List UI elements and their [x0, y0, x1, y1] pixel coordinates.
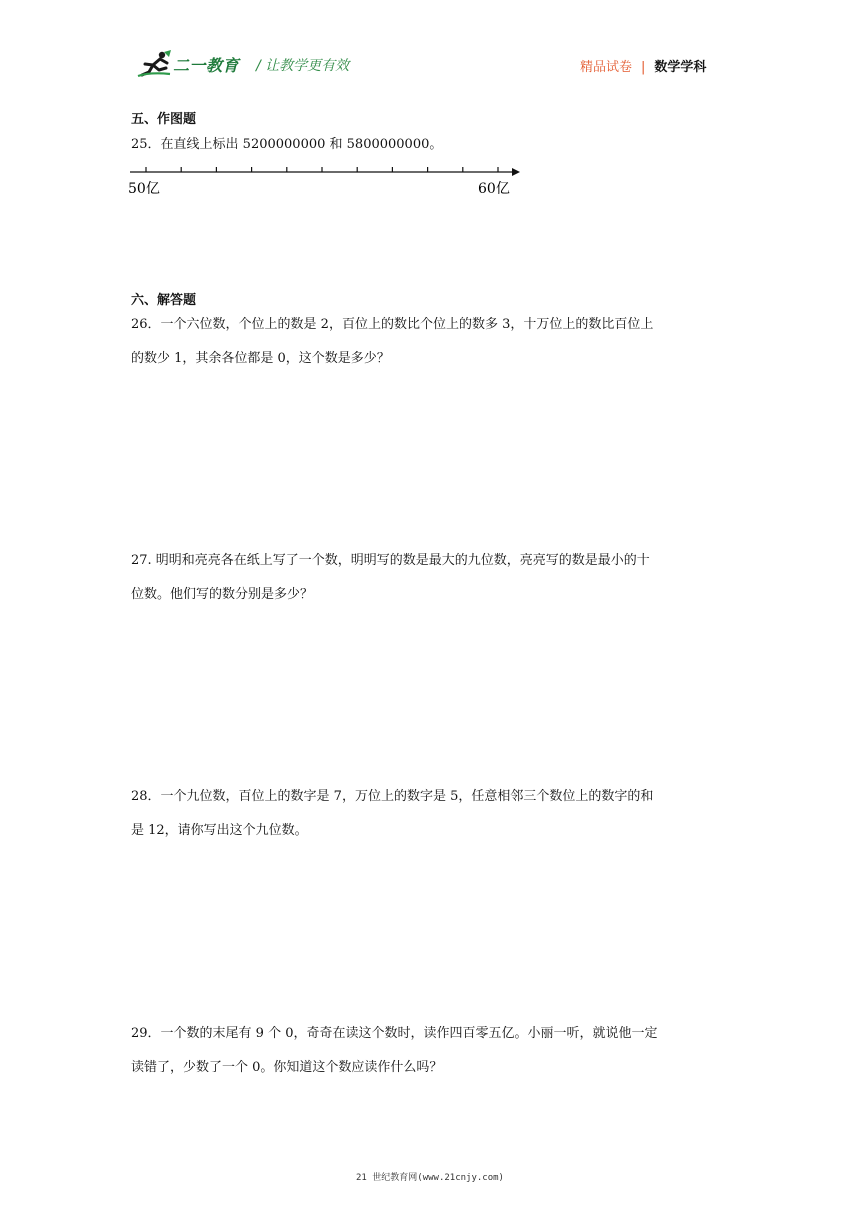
logo-text: 二一教育 [173, 56, 240, 75]
runner-logo-icon [136, 50, 172, 78]
question-26-line-1: 26．一个六位数，个位上的数是 2，百位上的数比个位上的数多 3，十万位上的数比百位上 [131, 317, 654, 332]
section-title-6: 六、解答题 [131, 293, 197, 308]
question-29-line-1: 29．一个数的末尾有 9 个 0，奇奇在读这个数时，读作四百零五亿。小丽一听，就说他一定 [131, 1026, 658, 1041]
section-title-5: 五、作图题 [131, 112, 197, 127]
number-line-ticks [146, 167, 498, 172]
question-26 [131, 308, 731, 376]
header-slogan: / 让教学更有效 [256, 58, 350, 74]
header-right [580, 56, 706, 75]
number-line-arrow-icon [512, 168, 520, 176]
header-subject: 数学学科 [654, 60, 707, 75]
question-27-line-1: 27. 明明和亮亮各在纸上写了一个数，明明写的数是最大的九位数，亮亮写的数是最小的十 [131, 553, 650, 568]
question-28-line-2: 是 12，请你写出这个九位数。 [131, 823, 308, 838]
question-29-line-2: 读错了，少数了一个 0。你知道这个数应读作什么吗？ [131, 1060, 443, 1075]
question-29 [131, 1017, 731, 1085]
header-label: 精品试卷 [580, 60, 633, 75]
question-28-line-1: 28．一个九位数，百位上的数字是 7，万位上的数字是 5，任意相邻三个数位上的数字的和 [131, 789, 654, 804]
header-separator: | [641, 60, 646, 75]
question-25: 25．在直线上标出 5200000000 和 5800000000。 [131, 137, 443, 152]
question-27 [131, 544, 731, 612]
question-26-line-2: 的数少 1，其余各位都是 0，这个数是多少？ [131, 351, 390, 366]
page-footer: 21 世纪教育网(www.21cnjy.com) [356, 1173, 504, 1183]
number-line-end-label: 60亿 [478, 181, 510, 197]
number-line-start-label: 50亿 [128, 181, 160, 197]
question-27-line-2: 位数。他们写的数分别是多少？ [131, 587, 314, 602]
question-28 [131, 780, 731, 848]
number-line [128, 160, 528, 200]
